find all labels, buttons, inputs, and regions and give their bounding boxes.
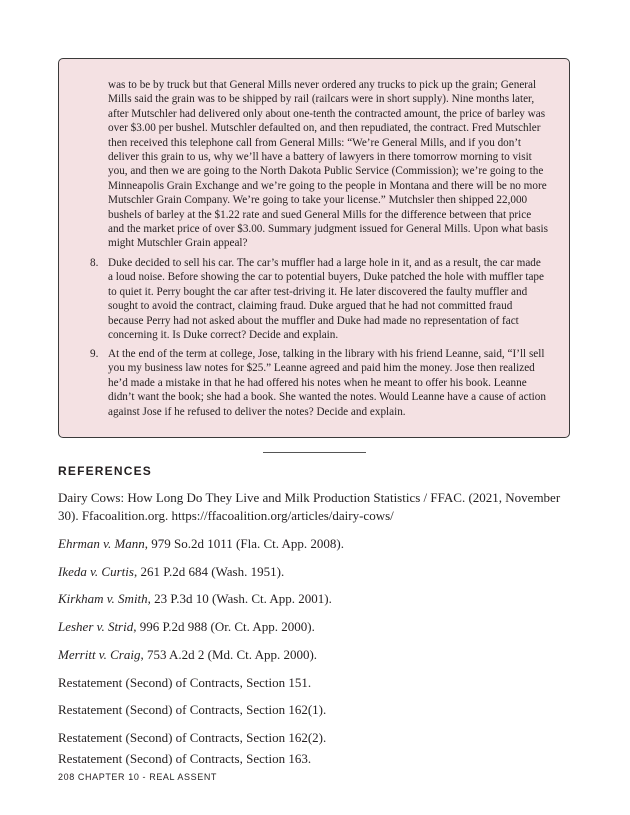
- reference-entry: Restatement (Second) of Contracts, Section 162(2).: [58, 730, 327, 745]
- reference-entry: Kirkham v. Smith, 23 P.3d 10 (Wash. Ct. App. 2001).: [58, 591, 332, 606]
- item-number-8: 8.: [90, 257, 99, 269]
- question-item-8: Duke decided to sell his car. The car’s muffler had a large hole in it, and as a result, the car made a loud noise. Before showing the car to potential buyers, Duke patched the hole with muffler tape to quiet it. Perry bought the car after test-driving it. He later discovered the faulty muffler and sought to avoid the contract, claiming fraud. Duke argued that he had not committed fraud because Perry had not asked about the muffler and Duke had made no representation of fact concerning it. Is Duke correct? Decide and explain.: [108, 257, 544, 342]
- reference-entry: Restatement (Second) of Contracts, Section 162(1).: [58, 702, 327, 717]
- continued-question-text: was to be by truck but that General Mills never ordered any trucks to pick up the grain; General Mills said the grain was to be shipped by rail (railcars were in short supply). Nine months later, after Mutschler had delivered only about one-tenth the contracted amount, the price of barley was over $3.00 per bushel. Mutschler defaulted on, and then repudiated, the contract. Fred Mutschler then received this telephone call from General Mills: “We’re General Mills, and if you don’t deliver this grain to us, why we’ll have a battery of lawyers in there tomorrow morning to visit you, and then we are going to the North Dakota Public Service (Commission); we’re going to the Minneapolis Grain Exchange and we’re going to the people in Montana and there will be no more Mutschler Grain Company. We’re going to take your license.” Mutchsler then shipped 22,000 bushels of barley at the $1.22 rate and sued General Mills for the difference between that price and the market price of over $3.00. Summary judgment issued for General Mills. Upon what basis might Mutschler Grain appeal?: [108, 79, 548, 250]
- item-number-9: 9.: [90, 348, 99, 360]
- reference-entry: Dairy Cows: How Long Do They Live and Milk Production Statistics / FFAC. (2021, November 30). Ffacoalition.org. https://ffacoalition.org/articles/dairy-cows/: [58, 490, 561, 523]
- reference-entry: Ehrman v. Mann, 979 So.2d 1011 (Fla. Ct. App. 2008).: [58, 536, 345, 551]
- references-heading: REFERENCES: [58, 464, 153, 478]
- page-footer: 208 CHAPTER 10 - REAL ASSENT: [58, 772, 218, 782]
- reference-entry: Restatement (Second) of Contracts, Section 151.: [58, 675, 312, 690]
- section-divider: [263, 452, 366, 453]
- question-item-9: At the end of the term at college, Jose, talking in the library with his friend Leanne, said, “I’ll sell you my business law notes for $25.” Leanne agreed and paid him the money. Jose then realized he’d made a mistake in that he had offered his notes when he meant to offer his book. Leanne didn’t want the book; she had a book. She wanted the notes. Would Leanne have a cause of action against Jose if he refused to deliver the notes? Decide and explain.: [108, 348, 546, 418]
- reference-entry: Restatement (Second) of Contracts, Section 163.: [58, 751, 312, 766]
- reference-entry: Lesher v. Strid, 996 P.2d 988 (Or. Ct. App. 2000).: [58, 619, 315, 634]
- reference-entry: Ikeda v. Curtis, 261 P.2d 684 (Wash. 1951).: [58, 564, 285, 579]
- reference-entry: Merritt v. Craig, 753 A.2d 2 (Md. Ct. App. 2000).: [58, 647, 318, 662]
